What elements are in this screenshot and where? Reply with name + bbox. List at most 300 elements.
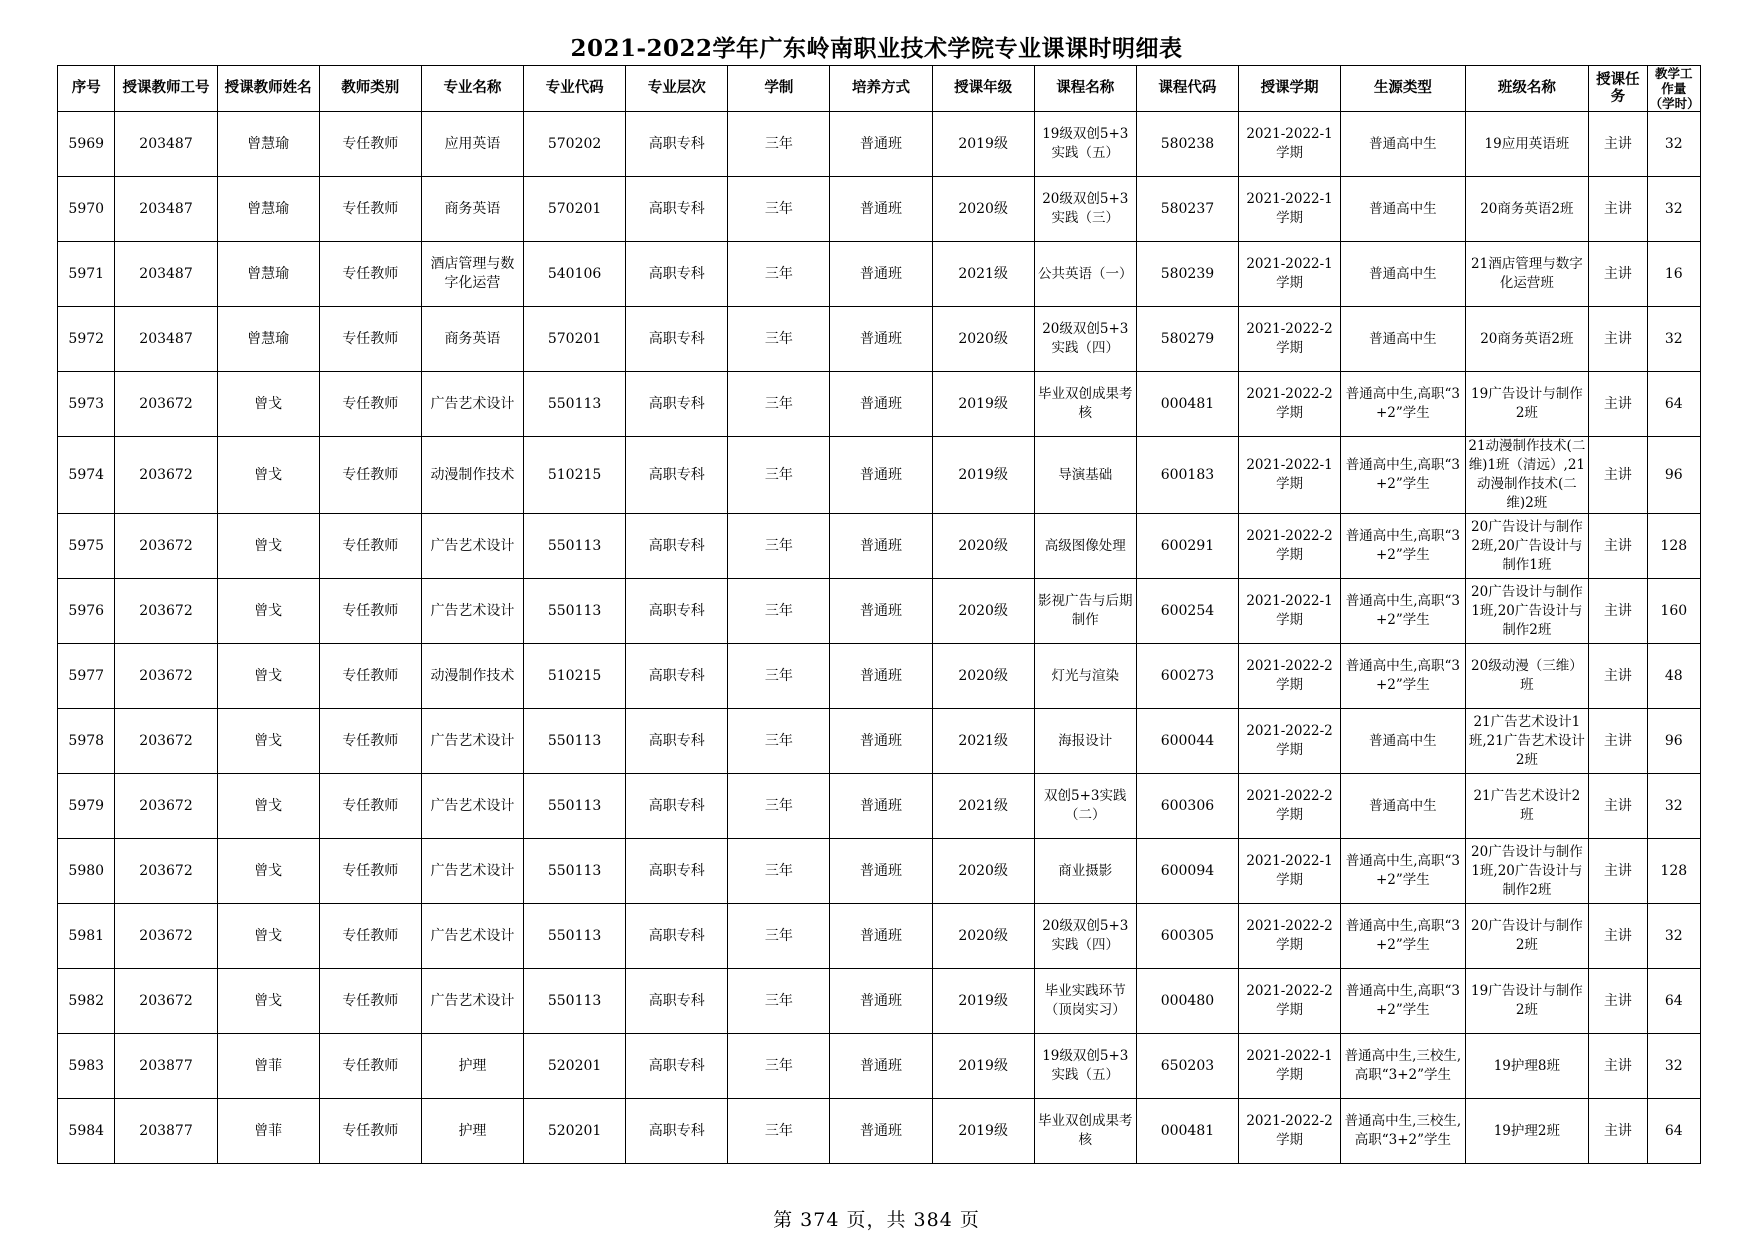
table-cell: 203487 — [115, 242, 217, 307]
table-cell: 600291 — [1136, 514, 1238, 579]
table-cell: 动漫制作技术 — [421, 437, 523, 514]
table-cell: 96 — [1647, 709, 1700, 774]
table-cell: 普通高中生,高职“3+2”学生 — [1341, 904, 1466, 969]
header-cell: 授课学期 — [1239, 66, 1341, 112]
table-row — [58, 177, 1701, 242]
table-cell: 主讲 — [1589, 774, 1648, 839]
table-cell: 203672 — [115, 904, 217, 969]
table-cell: 曾慧瑜 — [217, 307, 319, 372]
table-cell: 三年 — [728, 774, 830, 839]
table-cell: 32 — [1647, 112, 1700, 177]
table-cell: 曾慧瑜 — [217, 177, 319, 242]
page-number: 第 374 页，共 384 页 — [773, 1209, 980, 1231]
table-cell: 600306 — [1136, 774, 1238, 839]
table-cell: 三年 — [728, 904, 830, 969]
table-cell: 主讲 — [1589, 839, 1648, 904]
table-cell: 高职专科 — [626, 839, 728, 904]
table-cell: 2021-2022-2学期 — [1239, 644, 1341, 709]
table-cell: 曾戈 — [217, 372, 319, 437]
table-cell: 570201 — [524, 177, 626, 242]
table-cell: 专任教师 — [319, 774, 421, 839]
table-cell: 高级图像处理 — [1034, 514, 1136, 579]
table-cell: 普通班 — [830, 177, 932, 242]
table-cell: 高职专科 — [626, 437, 728, 514]
table-cell: 203487 — [115, 177, 217, 242]
header-cell: 授课教师工号 — [115, 66, 217, 112]
table-cell: 高职专科 — [626, 372, 728, 437]
table-cell: 510215 — [524, 437, 626, 514]
table-cell: 普通高中生 — [1341, 709, 1466, 774]
table-cell: 19级双创5+3实践（五） — [1034, 1034, 1136, 1099]
table-row — [58, 1099, 1701, 1164]
header-cell: 生源类型 — [1341, 66, 1466, 112]
table-row — [58, 904, 1701, 969]
table-cell: 19广告设计与制作2班 — [1465, 372, 1588, 437]
table-cell: 高职专科 — [626, 969, 728, 1034]
table-cell: 20级动漫（三维）班 — [1465, 644, 1588, 709]
table-cell: 000481 — [1136, 372, 1238, 437]
table-cell: 19广告设计与制作2班 — [1465, 969, 1588, 1034]
table-cell: 20级双创5+3实践（三） — [1034, 177, 1136, 242]
table-row — [58, 774, 1701, 839]
table-cell: 550113 — [524, 774, 626, 839]
table-cell: 550113 — [524, 904, 626, 969]
table-cell: 19应用英语班 — [1465, 112, 1588, 177]
table-cell: 5980 — [58, 839, 115, 904]
table-cell: 普通高中生,高职“3+2”学生 — [1341, 514, 1466, 579]
table-cell: 5971 — [58, 242, 115, 307]
table-cell: 三年 — [728, 514, 830, 579]
header-cell: 专业代码 — [524, 66, 626, 112]
table-cell: 专任教师 — [319, 709, 421, 774]
table-cell: 普通高中生,高职“3+2”学生 — [1341, 839, 1466, 904]
table-cell: 三年 — [728, 307, 830, 372]
table-cell: 32 — [1647, 307, 1700, 372]
table-cell: 普通班 — [830, 644, 932, 709]
table-cell: 普通高中生,高职“3+2”学生 — [1341, 969, 1466, 1034]
table-cell: 商务英语 — [421, 177, 523, 242]
table-cell: 三年 — [728, 112, 830, 177]
table-cell: 600183 — [1136, 437, 1238, 514]
table-cell: 2021-2022-1学期 — [1239, 437, 1341, 514]
table-cell: 2019级 — [932, 112, 1034, 177]
table-cell: 160 — [1647, 579, 1700, 644]
table-cell: 2020级 — [932, 904, 1034, 969]
table-row — [58, 644, 1701, 709]
table-cell: 高职专科 — [626, 579, 728, 644]
table-cell: 三年 — [728, 242, 830, 307]
table-cell: 毕业双创成果考核 — [1034, 1099, 1136, 1164]
table-cell: 580238 — [1136, 112, 1238, 177]
table-cell: 5979 — [58, 774, 115, 839]
table-cell: 2020级 — [932, 644, 1034, 709]
table-cell: 专任教师 — [319, 372, 421, 437]
table-cell: 高职专科 — [626, 1034, 728, 1099]
table-cell: 主讲 — [1589, 969, 1648, 1034]
table-cell: 20广告设计与制作2班 — [1465, 904, 1588, 969]
table-cell: 2019级 — [932, 1034, 1034, 1099]
table-cell: 21酒店管理与数字化运营班 — [1465, 242, 1588, 307]
table-cell: 商业摄影 — [1034, 839, 1136, 904]
table-cell: 普通高中生,三校生,高职“3+2”学生 — [1341, 1099, 1466, 1164]
table-row — [58, 839, 1701, 904]
table-cell: 三年 — [728, 969, 830, 1034]
header-cell: 课程名称 — [1034, 66, 1136, 112]
table-cell: 主讲 — [1589, 242, 1648, 307]
table-cell: 专任教师 — [319, 307, 421, 372]
course-hours-table — [57, 65, 1701, 1164]
table-cell: 203672 — [115, 437, 217, 514]
table-cell: 专任教师 — [319, 1034, 421, 1099]
table-cell: 三年 — [728, 177, 830, 242]
table-cell: 21动漫制作技术(二维)1班（清远）,21动漫制作技术(二维)2班 — [1465, 437, 1588, 514]
header-cell: 培养方式 — [830, 66, 932, 112]
table-cell: 普通班 — [830, 372, 932, 437]
table-cell: 2020级 — [932, 514, 1034, 579]
table-cell: 主讲 — [1589, 112, 1648, 177]
table-cell: 高职专科 — [626, 904, 728, 969]
header-cell: 教学工作量（学时） — [1647, 66, 1700, 112]
table-cell: 普通班 — [830, 112, 932, 177]
table-cell: 5970 — [58, 177, 115, 242]
table-body — [58, 112, 1701, 1164]
table-cell: 5982 — [58, 969, 115, 1034]
table-cell: 19护理2班 — [1465, 1099, 1588, 1164]
table-cell: 2021-2022-1学期 — [1239, 1034, 1341, 1099]
table-cell: 2019级 — [932, 372, 1034, 437]
table-cell: 动漫制作技术 — [421, 644, 523, 709]
table-cell: 曾慧瑜 — [217, 112, 319, 177]
table-cell: 普通班 — [830, 242, 932, 307]
table-cell: 20商务英语2班 — [1465, 177, 1588, 242]
table-cell: 2021-2022-2学期 — [1239, 307, 1341, 372]
table-cell: 16 — [1647, 242, 1700, 307]
table-cell: 商务英语 — [421, 307, 523, 372]
table-cell: 2021-2022-1学期 — [1239, 579, 1341, 644]
table-cell: 550113 — [524, 709, 626, 774]
table-cell: 580237 — [1136, 177, 1238, 242]
table-cell: 203487 — [115, 307, 217, 372]
table-cell: 32 — [1647, 904, 1700, 969]
table-cell: 专任教师 — [319, 904, 421, 969]
table-row — [58, 514, 1701, 579]
table-cell: 48 — [1647, 644, 1700, 709]
table-cell: 普通班 — [830, 904, 932, 969]
table-cell: 520201 — [524, 1099, 626, 1164]
table-cell: 普通高中生 — [1341, 112, 1466, 177]
header-cell: 授课年级 — [932, 66, 1034, 112]
table-cell: 600044 — [1136, 709, 1238, 774]
table-cell: 2021-2022-2学期 — [1239, 514, 1341, 579]
table-cell: 广告艺术设计 — [421, 372, 523, 437]
table-cell: 主讲 — [1589, 307, 1648, 372]
table-cell: 5981 — [58, 904, 115, 969]
table-row — [58, 307, 1701, 372]
table-cell: 专任教师 — [319, 112, 421, 177]
table-cell: 600273 — [1136, 644, 1238, 709]
table-cell: 2021-2022-2学期 — [1239, 774, 1341, 839]
table-cell: 2021-2022-2学期 — [1239, 904, 1341, 969]
table-cell: 海报设计 — [1034, 709, 1136, 774]
table-cell: 21广告艺术设计1班,21广告艺术设计2班 — [1465, 709, 1588, 774]
table-cell: 203672 — [115, 709, 217, 774]
table-cell: 20广告设计与制作1班,20广告设计与制作2班 — [1465, 839, 1588, 904]
table-cell: 普通班 — [830, 774, 932, 839]
header-cell: 授课任务 — [1589, 66, 1648, 112]
table-cell: 2019级 — [932, 1099, 1034, 1164]
table-cell: 2020级 — [932, 579, 1034, 644]
table-cell: 专任教师 — [319, 839, 421, 904]
table-cell: 灯光与渲染 — [1034, 644, 1136, 709]
table-cell: 三年 — [728, 1099, 830, 1164]
table-cell: 550113 — [524, 579, 626, 644]
table-cell: 双创5+3实践（二） — [1034, 774, 1136, 839]
table-cell: 20级双创5+3实践（四） — [1034, 904, 1136, 969]
table-cell: 2021-2022-1学期 — [1239, 242, 1341, 307]
table-row — [58, 112, 1701, 177]
table-row — [58, 969, 1701, 1034]
table-cell: 203672 — [115, 839, 217, 904]
table-cell: 普通高中生,高职“3+2”学生 — [1341, 579, 1466, 644]
table-cell: 主讲 — [1589, 904, 1648, 969]
table-cell: 000480 — [1136, 969, 1238, 1034]
table-cell: 广告艺术设计 — [421, 969, 523, 1034]
table-cell: 普通班 — [830, 307, 932, 372]
table-cell: 2020级 — [932, 839, 1034, 904]
table-cell: 高职专科 — [626, 177, 728, 242]
table-cell: 203877 — [115, 1099, 217, 1164]
table-cell: 三年 — [728, 579, 830, 644]
table-cell: 专任教师 — [319, 644, 421, 709]
table-cell: 520201 — [524, 1034, 626, 1099]
table-cell: 曾菲 — [217, 1099, 319, 1164]
table-cell: 5983 — [58, 1034, 115, 1099]
table-cell: 128 — [1647, 514, 1700, 579]
table-cell: 曾戈 — [217, 839, 319, 904]
table-cell: 570201 — [524, 307, 626, 372]
table-cell: 普通高中生 — [1341, 774, 1466, 839]
table-row — [58, 579, 1701, 644]
table-cell: 曾戈 — [217, 774, 319, 839]
table-cell: 32 — [1647, 1034, 1700, 1099]
table-cell: 主讲 — [1589, 514, 1648, 579]
table-cell: 曾菲 — [217, 1034, 319, 1099]
table-cell: 203672 — [115, 969, 217, 1034]
table-cell: 主讲 — [1589, 437, 1648, 514]
table-cell: 580239 — [1136, 242, 1238, 307]
header-cell: 班级名称 — [1465, 66, 1588, 112]
table-cell: 主讲 — [1589, 709, 1648, 774]
table-cell: 广告艺术设计 — [421, 709, 523, 774]
table-cell: 三年 — [728, 839, 830, 904]
table-cell: 203672 — [115, 774, 217, 839]
table-cell: 2019级 — [932, 437, 1034, 514]
table-cell: 64 — [1647, 372, 1700, 437]
table-cell: 2021-2022-1学期 — [1239, 177, 1341, 242]
table-cell: 三年 — [728, 372, 830, 437]
table-cell: 毕业双创成果考核 — [1034, 372, 1136, 437]
header-cell: 授课教师姓名 — [217, 66, 319, 112]
table-cell: 203877 — [115, 1034, 217, 1099]
table-cell: 曾戈 — [217, 709, 319, 774]
table-cell: 高职专科 — [626, 514, 728, 579]
table-cell: 650203 — [1136, 1034, 1238, 1099]
table-cell: 导演基础 — [1034, 437, 1136, 514]
table-cell: 公共英语（一） — [1034, 242, 1136, 307]
table-cell: 主讲 — [1589, 644, 1648, 709]
table-cell: 2021-2022-2学期 — [1239, 709, 1341, 774]
table-cell: 510215 — [524, 644, 626, 709]
table-cell: 普通班 — [830, 1099, 932, 1164]
table-cell: 203672 — [115, 372, 217, 437]
table-cell: 20级双创5+3实践（四） — [1034, 307, 1136, 372]
table-cell: 600094 — [1136, 839, 1238, 904]
table-row — [58, 709, 1701, 774]
table-cell: 20广告设计与制作2班,20广告设计与制作1班 — [1465, 514, 1588, 579]
table-cell: 曾戈 — [217, 969, 319, 1034]
table-cell: 2021级 — [932, 242, 1034, 307]
table-cell: 高职专科 — [626, 307, 728, 372]
table-cell: 专任教师 — [319, 177, 421, 242]
table-cell: 专任教师 — [319, 1099, 421, 1164]
table-cell: 主讲 — [1589, 372, 1648, 437]
table-cell: 203672 — [115, 644, 217, 709]
table-cell: 203487 — [115, 112, 217, 177]
table-cell: 普通高中生,高职“3+2”学生 — [1341, 644, 1466, 709]
table-cell: 广告艺术设计 — [421, 579, 523, 644]
table-cell: 护理 — [421, 1099, 523, 1164]
table-cell: 96 — [1647, 437, 1700, 514]
table-cell: 普通班 — [830, 969, 932, 1034]
table-cell: 专任教师 — [319, 579, 421, 644]
table-cell: 64 — [1647, 1099, 1700, 1164]
table-cell: 550113 — [524, 372, 626, 437]
table-cell: 高职专科 — [626, 774, 728, 839]
table-cell: 三年 — [728, 437, 830, 514]
table-cell: 普通高中生 — [1341, 307, 1466, 372]
table-cell: 普通高中生 — [1341, 177, 1466, 242]
table-row — [58, 242, 1701, 307]
table-cell: 曾戈 — [217, 904, 319, 969]
table-cell: 5984 — [58, 1099, 115, 1164]
table-cell: 普通高中生 — [1341, 242, 1466, 307]
table-cell: 普通高中生,高职“3+2”学生 — [1341, 372, 1466, 437]
table-cell: 高职专科 — [626, 709, 728, 774]
table-cell: 550113 — [524, 514, 626, 579]
table-cell: 2021-2022-2学期 — [1239, 969, 1341, 1034]
table-row — [58, 1034, 1701, 1099]
table-cell: 主讲 — [1589, 1099, 1648, 1164]
table-cell: 普通班 — [830, 579, 932, 644]
table-cell: 影视广告与后期制作 — [1034, 579, 1136, 644]
table-row — [58, 372, 1701, 437]
header-cell: 教师类别 — [319, 66, 421, 112]
header-cell: 课程代码 — [1136, 66, 1238, 112]
table-cell: 高职专科 — [626, 1099, 728, 1164]
table-cell: 专任教师 — [319, 969, 421, 1034]
table-cell: 19护理8班 — [1465, 1034, 1588, 1099]
table-cell: 2021-2022-2学期 — [1239, 372, 1341, 437]
table-cell: 高职专科 — [626, 644, 728, 709]
header-cell: 专业层次 — [626, 66, 728, 112]
table-cell: 曾戈 — [217, 514, 319, 579]
table-cell: 曾慧瑜 — [217, 242, 319, 307]
table-cell: 2021级 — [932, 774, 1034, 839]
table-cell: 600305 — [1136, 904, 1238, 969]
table-cell: 20商务英语2班 — [1465, 307, 1588, 372]
table-cell: 550113 — [524, 839, 626, 904]
table-cell: 128 — [1647, 839, 1700, 904]
header-cell: 序号 — [58, 66, 115, 112]
table-cell: 540106 — [524, 242, 626, 307]
table-row — [58, 437, 1701, 514]
table-cell: 护理 — [421, 1034, 523, 1099]
table-cell: 普通班 — [830, 514, 932, 579]
table-cell: 普通班 — [830, 709, 932, 774]
table-cell: 专任教师 — [319, 514, 421, 579]
table-cell: 普通高中生,三校生,高职“3+2”学生 — [1341, 1034, 1466, 1099]
table-cell: 2021-2022-2学期 — [1239, 1099, 1341, 1164]
table-cell: 专任教师 — [319, 437, 421, 514]
table-cell: 20广告设计与制作1班,20广告设计与制作2班 — [1465, 579, 1588, 644]
header-cell: 学制 — [728, 66, 830, 112]
table-cell: 酒店管理与数字化运营 — [421, 242, 523, 307]
table-cell: 5976 — [58, 579, 115, 644]
table-cell: 2019级 — [932, 969, 1034, 1034]
table-cell: 203672 — [115, 514, 217, 579]
table-cell: 普通班 — [830, 839, 932, 904]
header-cell: 专业名称 — [421, 66, 523, 112]
table-cell: 广告艺术设计 — [421, 904, 523, 969]
table-cell: 主讲 — [1589, 579, 1648, 644]
table-cell: 5975 — [58, 514, 115, 579]
table-cell: 203672 — [115, 579, 217, 644]
table-cell: 5972 — [58, 307, 115, 372]
table-cell: 曾戈 — [217, 579, 319, 644]
table-cell: 2021级 — [932, 709, 1034, 774]
table-cell: 000481 — [1136, 1099, 1238, 1164]
table-cell: 550113 — [524, 969, 626, 1034]
table-cell: 专任教师 — [319, 242, 421, 307]
table-cell: 曾戈 — [217, 644, 319, 709]
table-cell: 广告艺术设计 — [421, 839, 523, 904]
document-title: 2021-2022学年广东岭南职业技术学院专业课课时明细表 — [570, 35, 1183, 62]
table-cell: 曾戈 — [217, 437, 319, 514]
table-cell: 2021-2022-1学期 — [1239, 839, 1341, 904]
table-cell: 32 — [1647, 177, 1700, 242]
table-cell: 广告艺术设计 — [421, 774, 523, 839]
table-cell: 广告艺术设计 — [421, 514, 523, 579]
table-cell: 2021-2022-1学期 — [1239, 112, 1341, 177]
table-cell: 三年 — [728, 644, 830, 709]
table-cell: 2020级 — [932, 307, 1034, 372]
table-cell: 5974 — [58, 437, 115, 514]
table-cell: 5973 — [58, 372, 115, 437]
table-cell: 三年 — [728, 709, 830, 774]
table-cell: 32 — [1647, 774, 1700, 839]
table-cell: 64 — [1647, 969, 1700, 1034]
table-cell: 高职专科 — [626, 112, 728, 177]
table-cell: 5977 — [58, 644, 115, 709]
table-cell: 570202 — [524, 112, 626, 177]
table-cell: 普通高中生,高职“3+2”学生 — [1341, 437, 1466, 514]
table-cell: 高职专科 — [626, 242, 728, 307]
table-cell: 主讲 — [1589, 1034, 1648, 1099]
table-cell: 应用英语 — [421, 112, 523, 177]
table-cell: 普通班 — [830, 437, 932, 514]
table-cell: 600254 — [1136, 579, 1238, 644]
table-cell: 5969 — [58, 112, 115, 177]
